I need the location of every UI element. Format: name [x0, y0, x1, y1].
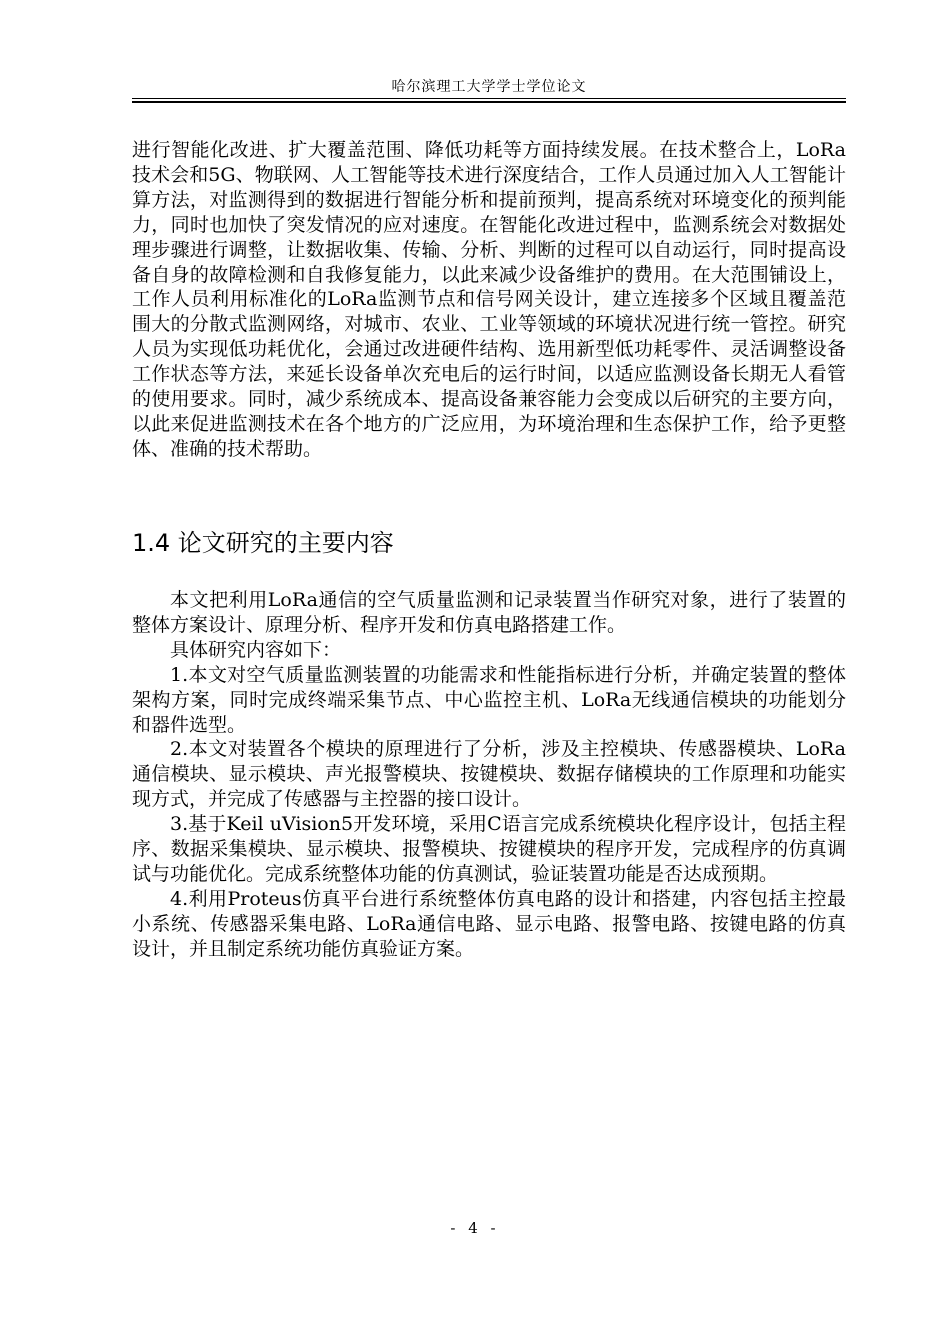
continuation-paragraph: 进行智能化改进、扩大覆盖范围、降低功耗等方面持续发展。在技术整合上，LoRa技术会和5G、物联网、人工智能等技术进行深度结合，工作人员通过加入人工智能计算方法，对监测得到的数据进行智能分析和提前预判，提高系统对环境变化的预判能力，同时也加快了突发情况的应对速度。在智能化改进过程中，监测系统会对数据处理步骤进行调整，让数据收集、传输、分析、判断的过程可以自动运行，同时提高设备自身的故障检测和自我修复能力，以此来减少设备维护的费用。在大范围铺设上，工作人员利用标准化的LoRa监测节点和信号网关设计，建立连接多个区域且覆盖范围大的分散式监测网络，对城市、农业、工业等领域的环境状况进行统一管控。研究人员为实现低功耗优化，会通过改进硬件结构、选用新型低功耗零件、灵活调整设备工作状态等方法，来延长设备单次充电后的运行时间，以适应监测设备长期无人看管的使用要求。同时，减少系统成本、提高设备兼容能力会变成以后研究的主要方向，以此来促进监测技术在各个地方的广泛应用，为环境治理和生态保护工作，给予更整体、准确的技术帮助。: [132, 139, 846, 460]
section-paragraph-item-3: 3.基于Keil uVision5开发环境，采用C语言完成系统模块化程序设计，包括主程序、数据采集模块、显示模块、报警模块、按键模块的程序开发，完成程序的仿真调试与功能优化。完成系统整体功能的仿真测试，验证装置功能是否达成预期。: [132, 813, 846, 885]
section-paragraph-item-2: 2.本文对装置各个模块的原理进行了分析，涉及主控模块、传感器模块、LoRa通信模块、显示模块、声光报警模块、按键模块、数据存储模块的工作原理和功能实现方式，并完成了传感器与主控器的接口设计。: [132, 738, 846, 811]
section-paragraph-item-1: 1.本文对空气质量监测装置的功能需求和性能指标进行分析，并确定装置的整体架构方案，同时完成终端采集节点、中心监控主机、LoRa无线通信模块的功能划分和器件选型。: [132, 663, 846, 736]
section-paragraph-item-4: 4.利用Proteus仿真平台进行系统整体仿真电路的设计和搭建，内容包括主控最小系统、传感器采集电路、LoRa通信电路、显示电路、报警电路、按键电路的仿真设计，并且制定系统功能仿真验证方案。: [132, 887, 846, 960]
section-paragraph-intro: 本文把利用LoRa通信的空气质量监测和记录装置当作研究对象，进行了装置的整体方案设计、原理分析、程序开发和仿真电路搭建工作。: [132, 589, 846, 636]
section-heading: 1.4 论文研究的主要内容: [132, 529, 394, 557]
section-body: [132, 588, 846, 962]
continuation-paragraph-block: [132, 138, 846, 462]
header-rule-thin: [132, 98, 846, 99]
page-number: - 4 -: [450, 1219, 500, 1237]
section-paragraph-lead: 具体研究内容如下：: [170, 638, 342, 661]
header-rule-thick: [132, 101, 846, 103]
running-header: 哈尔滨理工大学学士学位论文: [391, 79, 587, 95]
